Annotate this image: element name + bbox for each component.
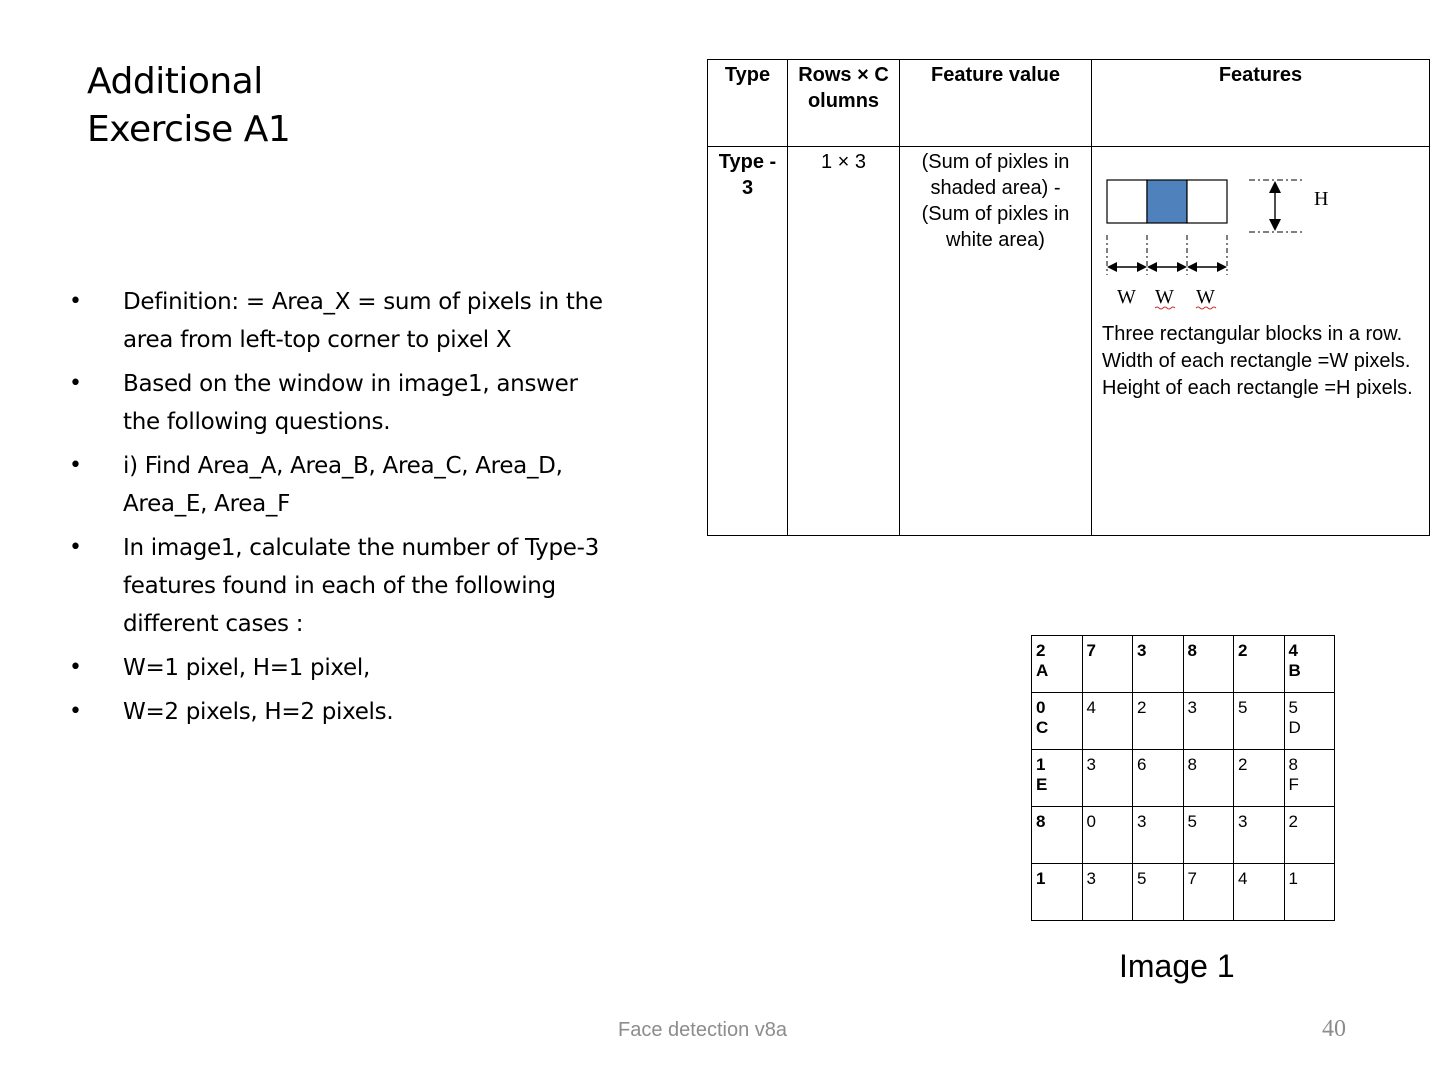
grid-cell: 8 xyxy=(1183,636,1234,693)
white-block-left xyxy=(1107,180,1147,223)
grid-cell: 7 xyxy=(1082,636,1133,693)
feature-table xyxy=(707,59,1430,536)
cell-feature-value: (Sum of pixles in shaded area) - (Sum of pixles in white area) xyxy=(900,147,1092,536)
cell-size: 1 × 3 xyxy=(788,147,900,536)
width-label: W xyxy=(1117,286,1136,308)
grid-row xyxy=(1032,864,1335,921)
shaded-block xyxy=(1147,180,1187,223)
bullet-list xyxy=(66,283,611,737)
slide-title xyxy=(87,58,387,154)
description-line: Height of each rectangle =H pixels. xyxy=(1102,377,1413,399)
bullet-dot-icon: • xyxy=(69,655,82,680)
header-type: Type xyxy=(708,60,788,147)
width-label: W xyxy=(1196,286,1215,308)
header-feature-value: Feature value xyxy=(900,60,1092,147)
header-rows-columns: Rows × Columns xyxy=(788,60,900,147)
grid-cell: 8 xyxy=(1032,807,1083,864)
grid-cell: 0 C xyxy=(1032,693,1083,750)
grid-cell: 1 E xyxy=(1032,750,1083,807)
image1-grid xyxy=(1031,635,1335,921)
title-line-2: Exercise A1 xyxy=(87,109,291,150)
width-label: W xyxy=(1155,286,1174,308)
grid-cell: 1 xyxy=(1284,864,1335,921)
grid-cell: 6 xyxy=(1133,750,1184,807)
grid-cell: 8 xyxy=(1183,750,1234,807)
grid-cell: 2 xyxy=(1234,636,1285,693)
grid-cell: 8 F xyxy=(1284,750,1335,807)
description-line: Three rectangular blocks in a row. xyxy=(1102,323,1403,345)
grid-cell: 4 xyxy=(1234,864,1285,921)
bullet-item: • W=2 pixels, H=2 pixels. xyxy=(66,693,611,731)
bullet-dot-icon: • xyxy=(69,535,82,560)
bullet-dot-icon: • xyxy=(69,371,82,396)
feature-table-header-row xyxy=(708,60,1430,147)
bullet-item: • In image1, calculate the number of Type-3 features found in each of the following different cases : xyxy=(66,529,611,643)
grid-cell: 3 xyxy=(1133,807,1184,864)
grid-cell: 3 xyxy=(1234,807,1285,864)
grid-cell: 5 xyxy=(1183,807,1234,864)
grid-cell: 5 D xyxy=(1284,693,1335,750)
type3-feature-diagram-icon xyxy=(1104,177,1344,317)
bullet-item: • W=1 pixel, H=1 pixel, xyxy=(66,649,611,687)
cell-type: Type -3 xyxy=(708,147,788,536)
grid-cell: 4 B xyxy=(1284,636,1335,693)
footer-text: Face detection v8a xyxy=(618,1019,787,1041)
grid-row xyxy=(1032,807,1335,864)
bullet-dot-icon: • xyxy=(69,453,82,478)
grid-row xyxy=(1032,636,1335,693)
bullet-item: • Based on the window in image1, answer the following questions. xyxy=(66,365,611,441)
grid-cell: 7 xyxy=(1183,864,1234,921)
description-line: Width of each rectangle =W pixels. xyxy=(1102,350,1411,372)
features-description xyxy=(1092,321,1429,402)
grid-cell: 2 xyxy=(1284,807,1335,864)
title-line-1: Additional xyxy=(87,61,263,102)
page-number: 40 xyxy=(1322,1016,1346,1042)
header-features: Features xyxy=(1092,60,1430,147)
grid-cell: 5 xyxy=(1234,693,1285,750)
bullet-dot-icon: • xyxy=(69,699,82,724)
grid-cell: 3 xyxy=(1183,693,1234,750)
grid-row xyxy=(1032,693,1335,750)
bullet-dot-icon: • xyxy=(69,289,82,314)
white-block-right xyxy=(1187,180,1227,223)
cell-features xyxy=(1092,147,1430,536)
height-label: H xyxy=(1314,188,1329,210)
grid-cell: 4 xyxy=(1082,693,1133,750)
grid-cell: 1 xyxy=(1032,864,1083,921)
grid-row xyxy=(1032,750,1335,807)
grid-cell: 2 xyxy=(1234,750,1285,807)
bullet-item: • i) Find Area_A, Area_B, Area_C, Area_D, Area_E, Area_F xyxy=(66,447,611,523)
grid-cell: 3 xyxy=(1133,636,1184,693)
feature-table-row xyxy=(708,147,1430,536)
grid-cell: 2 A xyxy=(1032,636,1083,693)
grid-cell: 3 xyxy=(1082,750,1133,807)
grid-cell: 3 xyxy=(1082,864,1133,921)
grid-cell: 2 xyxy=(1133,693,1184,750)
image1-caption: Image 1 xyxy=(1119,948,1235,984)
grid-cell: 0 xyxy=(1082,807,1133,864)
bullet-item: • Definition: = Area_X = sum of pixels in the area from left-top corner to pixel X xyxy=(66,283,611,359)
grid-cell: 5 xyxy=(1133,864,1184,921)
